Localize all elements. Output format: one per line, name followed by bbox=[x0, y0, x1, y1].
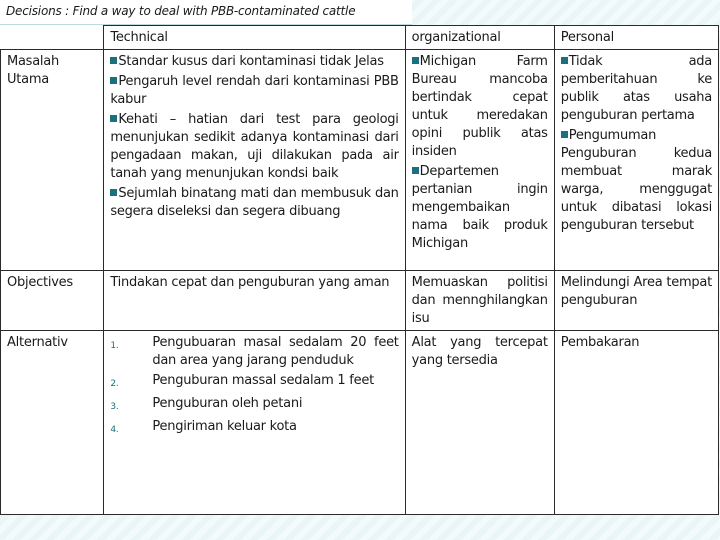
bullet-item: Michigan Farm Bureau mancoba bertindak cepat untuk meredakan opini publik atas insiden bbox=[411, 54, 548, 159]
header-row bbox=[1, 26, 719, 50]
square-bullet-icon bbox=[561, 57, 568, 64]
row-objectives bbox=[1, 271, 719, 331]
row-label-objectives: Objectives bbox=[1, 271, 104, 331]
cell-alternativ-organizational: Alat yang tercepat yang tersedia bbox=[405, 331, 554, 515]
row-masalah-utama bbox=[1, 50, 719, 271]
row-label-alternativ: Alternativ bbox=[1, 331, 104, 515]
list-item bbox=[110, 334, 398, 370]
header-technical: Technical bbox=[104, 26, 405, 50]
square-bullet-icon bbox=[110, 57, 117, 64]
title-band bbox=[0, 0, 412, 25]
square-bullet-icon bbox=[412, 57, 419, 64]
cell-objectives-organizational: Memuaskan politisi dan mennghilangkan isu bbox=[405, 271, 554, 331]
cell-alternativ-technical bbox=[104, 331, 405, 515]
list-item bbox=[110, 395, 398, 416]
list-number: 1. bbox=[110, 341, 119, 351]
list-number: 4. bbox=[110, 425, 119, 435]
bullet-item: Sejumlah binatang mati dan membusuk dan segera diseleksi dan segera dibuang bbox=[110, 186, 399, 219]
list-text: Penguburan massal sedalam 1 feet bbox=[152, 373, 374, 388]
square-bullet-icon bbox=[110, 189, 117, 196]
cell-masalah-personal bbox=[554, 50, 718, 271]
header-personal: Personal bbox=[554, 26, 718, 50]
corner-cell bbox=[1, 26, 104, 50]
row-alternativ bbox=[1, 331, 719, 515]
list-text: Pengubuaran masal sedalam 20 feet dan area yang jarang penduduk bbox=[152, 335, 399, 368]
bullet-item: Pengaruh level rendah dari kontaminasi PBB kabur bbox=[110, 74, 399, 107]
alternatives-list bbox=[110, 334, 398, 439]
row-label-masalah: Masalah Utama bbox=[1, 50, 104, 271]
bullet-item: Kehati – hatian dari test para geologi menunjukan sedikit adanya kontaminasi dari pengadaan makan, uji dilakukan pada air tanah yang menunjukan kondsi baik bbox=[110, 112, 399, 181]
header-organizational: organizational bbox=[405, 26, 554, 50]
cell-objectives-technical: Tindakan cepat dan penguburan yang aman bbox=[104, 271, 405, 331]
bullet-item: Tidak ada pemberitahuan ke publik atas usaha penguburan pertama bbox=[560, 54, 712, 123]
bullet-item: Pengumuman Penguburan kedua membuat marak warga, menggugat untuk dibatasi lokasi penguburan tersebut bbox=[560, 128, 712, 233]
list-text: Penguburan oleh petani bbox=[152, 396, 303, 411]
bullet-item: Standar kusus dari kontaminasi tidak Jelas bbox=[110, 53, 398, 71]
cell-masalah-organizational bbox=[405, 50, 554, 271]
square-bullet-icon bbox=[110, 115, 117, 122]
bullet-item: Departemen pertanian ingin mengembaikan nama baik produk Michigan bbox=[411, 164, 548, 251]
list-item bbox=[110, 372, 398, 393]
decision-table bbox=[0, 25, 719, 515]
square-bullet-icon bbox=[110, 77, 117, 84]
list-text: Pengiriman keluar kota bbox=[152, 419, 297, 434]
cell-alternativ-personal: Pembakaran bbox=[554, 331, 718, 515]
cell-objectives-personal: Melindungi Area tempat penguburan bbox=[554, 271, 718, 331]
slide-title: Decisions : Find a way to deal with PBB-contaminated cattle bbox=[6, 4, 356, 18]
list-item bbox=[110, 418, 398, 439]
list-number: 3. bbox=[110, 402, 119, 412]
list-number: 2. bbox=[110, 379, 119, 389]
square-bullet-icon bbox=[561, 131, 568, 138]
cell-masalah-technical bbox=[104, 50, 405, 271]
square-bullet-icon bbox=[412, 167, 419, 174]
